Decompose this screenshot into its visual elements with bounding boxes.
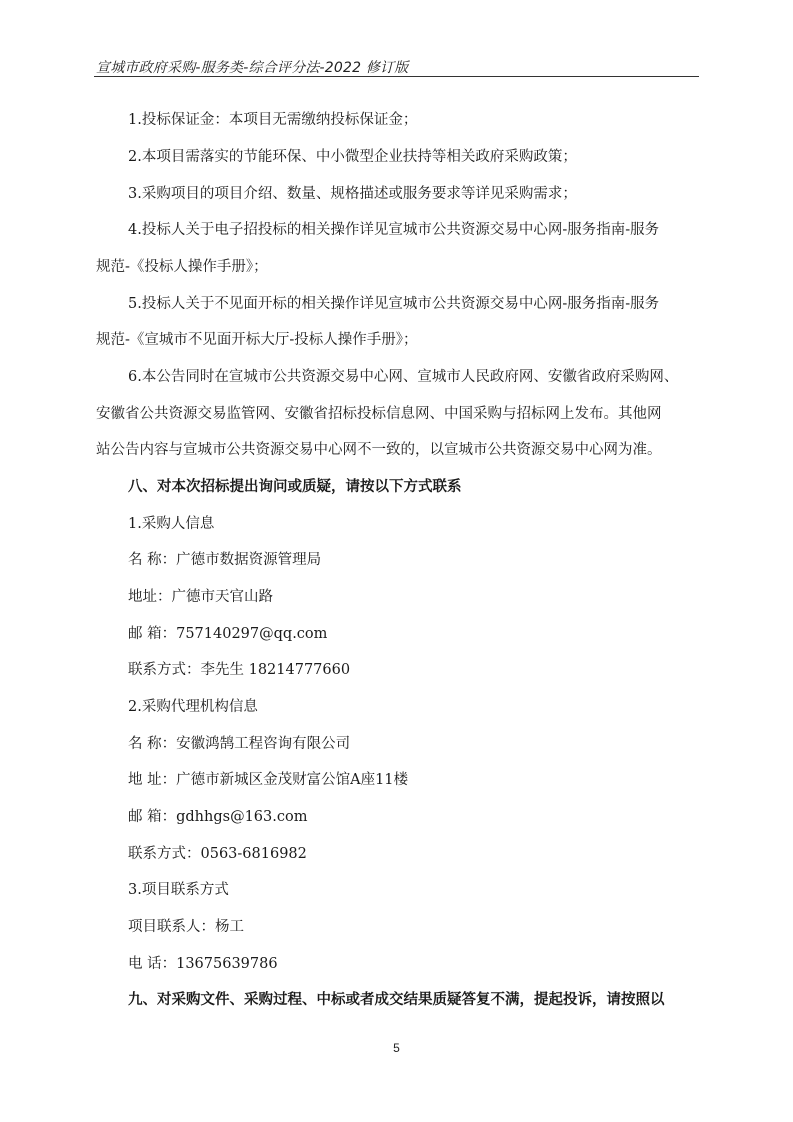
section-nine-heading: 九、对采购文件、采购过程、中标或者成交结果质疑答复不满，提起投诉，请按照以	[128, 992, 665, 1008]
publication-item: 6.本公告同时在宣城市公共资源交易中心网、宣城市人民政府网、安徽省政府采购网、	[128, 369, 679, 385]
agency-contact: 联系方式：0563-6816982	[128, 846, 307, 862]
publication-item-continued: 安徽省公共资源交易监管网、安徽省招标投标信息网、中国采购与招标网上发布。其他网	[96, 406, 662, 422]
purchaser-address: 地址：广德市天官山路	[128, 589, 273, 605]
section-eight-heading: 八、对本次招标提出询问或质疑，请按以下方式联系	[128, 479, 462, 495]
e-bidding-item: 4.投标人关于电子招投标的相关操作详见宣城市公共资源交易中心网-服务指南-服务	[128, 222, 660, 238]
remote-opening-item: 5.投标人关于不见面开标的相关操作详见宣城市公共资源交易中心网-服务指南-服务	[128, 296, 660, 312]
e-bidding-item-continued: 规范-《投标人操作手册》；	[96, 259, 268, 275]
header-divider	[94, 76, 699, 77]
agency-address: 地 址：广德市新城区金茂财富公馆A座11楼	[128, 772, 409, 788]
project-contact-phone: 电 话：13675639786	[128, 956, 278, 972]
agency-info-heading: 2.采购代理机构信息	[128, 699, 258, 715]
publication-item-continued: 站公告内容与宣城市公共资源交易中心网不一致的，以宣城市公共资源交易中心网为准。	[96, 442, 662, 458]
page-number: 5	[393, 1041, 400, 1055]
project-contact-heading: 3.项目联系方式	[128, 882, 229, 898]
policy-item: 2.本项目需落实的节能环保、中小微型企业扶持等相关政府采购政策；	[128, 149, 577, 165]
agency-name: 名 称：安徽鸿鹄工程咨询有限公司	[128, 736, 351, 752]
purchaser-info-heading: 1.采购人信息	[128, 516, 215, 532]
purchaser-name: 名 称：广德市数据资源管理局	[128, 552, 322, 568]
project-contact-person: 项目联系人：杨工	[128, 919, 244, 935]
running-header: 宣城市政府采购-服务类-综合评分法-2022 修订版	[96, 60, 409, 76]
agency-email: 邮 箱：gdhhgs@163.com	[128, 809, 308, 825]
project-intro-item: 3.采购项目的项目介绍、数量、规格描述或服务要求等详见采购需求；	[128, 186, 577, 202]
bid-bond-item: 1.投标保证金：本项目无需缴纳投标保证金；	[128, 112, 418, 128]
purchaser-contact: 联系方式：李先生 18214777660	[128, 662, 351, 678]
purchaser-email: 邮 箱：757140297@qq.com	[128, 626, 328, 642]
remote-opening-item-continued: 规范-《宣城市不见面开标大厅-投标人操作手册》；	[96, 332, 418, 348]
